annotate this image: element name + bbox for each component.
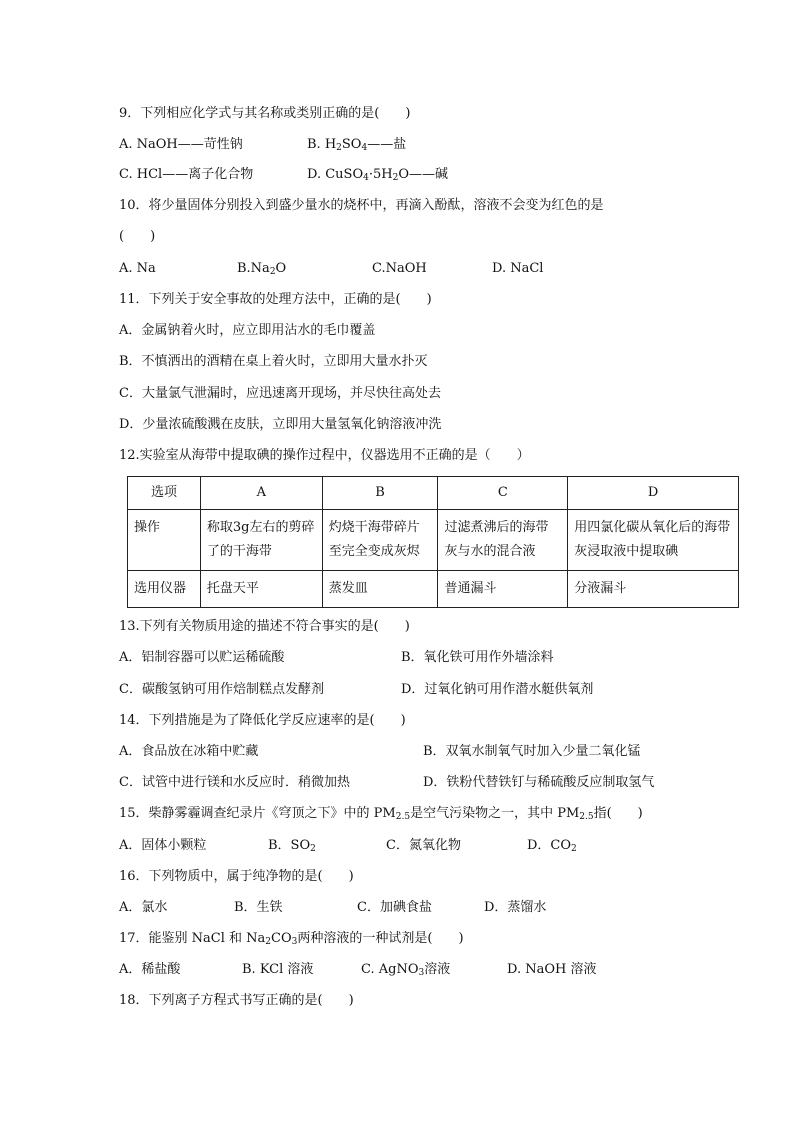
q9-option-b: B. $H_2SO_4——$盐 <box>307 137 407 153</box>
q10-option-b: $B.Na_2O$ <box>237 261 287 277</box>
q16-stem: 16．下列物质中，属于纯净物的是( ) <box>119 869 354 884</box>
q17-option-c: C. AgNO$_3$溶液 <box>361 962 451 978</box>
q12-instrument-d: 分液漏斗 <box>568 571 739 608</box>
q12-instrument-row <box>128 571 739 608</box>
q13-option-a: A．铝制容器可以贮运稀硫酸 <box>119 650 285 665</box>
q11-option-c: C．大量氯气泄漏时，应迅速离开现场，并尽快往高处去 <box>119 386 441 401</box>
q12-operation-label: 操作 <box>128 510 201 571</box>
q9-option-c: C. HCl——离子化合物 <box>119 167 254 182</box>
q12-instrument-a: 托盘天平 <box>200 571 322 608</box>
q9-option-d: D. $CuSO_4\cdot 5H_2O——$碱 <box>307 167 448 183</box>
q10-paren: ( ) <box>119 229 156 244</box>
q12-operation-c: 过滤煮沸后的海带灰与水的混合液 <box>438 510 568 571</box>
q16-option-c: C．加碘食盐 <box>357 900 432 915</box>
q12-table <box>127 476 739 608</box>
q12-instrument-c: 普通漏斗 <box>438 571 568 608</box>
q11-stem: 11．下列关于安全事故的处理方法中，正确的是( ) <box>119 292 432 307</box>
q13-option-c: C．碳酸氢钠可用作焙制糕点发酵剂 <box>119 682 324 697</box>
q11-option-b: B．不慎洒出的酒精在桌上着火时，立即用大量水扑灭 <box>119 354 428 369</box>
q12-operation-b: 灼烧干海带碎片至完全变成灰烬 <box>322 510 438 571</box>
q16-option-a: A．氯水 <box>119 900 168 915</box>
q12-operation-a: 称取3g左右的剪碎了的干海带 <box>200 510 322 571</box>
q15-stem: 15．柴静雾霾调查纪录片《穹顶之下》中的 $PM_{2.5}$是空气污染物之一，其中 $PM_{2.5}$指( ) <box>119 806 643 822</box>
q12-stem: 12.实验室从海带中提取碘的操作过程中，仪器选用不正确的是（ ） <box>119 448 530 463</box>
q14-option-a: A．食品放在冰箱中贮藏 <box>119 744 259 759</box>
q18-stem: 18．下列离子方程式书写正确的是( ) <box>119 993 354 1008</box>
q17-option-a: A．稀盐酸 <box>119 962 181 977</box>
q14-option-c: C．试管中进行镁和水反应时．稍微加热 <box>119 775 350 790</box>
q10-option-a: A. Na <box>119 261 156 276</box>
q15-option-d: D．$CO_2$ <box>527 838 577 854</box>
q13-stem: 13.下列有关物质用途的描述不符合事实的是( ) <box>119 619 410 634</box>
q14-option-d: D．铁粉代替铁钉与稀硫酸反应制取氢气 <box>423 775 655 790</box>
q13-option-d: D．过氧化钠可用作潜水艇供氧剂 <box>401 682 594 697</box>
q14-stem: 14．下列措施是为了降低化学反应速率的是( ) <box>119 713 406 728</box>
q9-option-a: A. NaOH——苛性钠 <box>119 137 243 152</box>
q12-instrument-b: 蒸发皿 <box>322 571 438 608</box>
q11-option-d: D．少量浓硫酸溅在皮肤，立即用大量氢氧化钠溶液冲洗 <box>119 417 442 432</box>
q17-option-b: B. KCl 溶液 <box>242 962 314 977</box>
q12-header-a: A <box>200 477 322 510</box>
q10-option-d: D. NaCl <box>492 261 544 276</box>
q12-operation-d: 用四氯化碳从氧化后的海带灰浸取液中提取碘 <box>568 510 739 571</box>
q13-option-b: B．氧化铁可用作外墙涂料 <box>401 650 554 665</box>
q15-option-b: B．$SO_2$ <box>268 838 316 854</box>
q12-header-c: C <box>438 477 568 510</box>
q16-option-b: B．生铁 <box>234 900 283 915</box>
q11-option-a: A．金属钠着火时，应立即用沾水的毛巾覆盖 <box>119 323 376 338</box>
q12-operation-row <box>128 510 739 571</box>
q15-option-a: A．固体小颗粒 <box>119 838 207 853</box>
q9-stem: 9．下列相应化学式与其名称或类别正确的是( ) <box>119 106 411 121</box>
q14-option-b: B．双氧水制氧气时加入少量二氧化锰 <box>423 744 641 759</box>
q12-header-d: D <box>568 477 739 510</box>
q15-option-c: C．氮氧化物 <box>386 838 461 853</box>
q17-stem: 17．能鉴别 NaCl 和 $Na_2CO_3$两种溶液的一种试剂是( ) <box>119 931 464 947</box>
q17-option-d: D. NaOH 溶液 <box>507 962 597 977</box>
q16-option-d: D．蒸馏水 <box>484 900 547 915</box>
q12-instrument-label: 选用仪器 <box>128 571 201 608</box>
q10-option-c: C.NaOH <box>372 261 427 276</box>
q12-header-option: 选项 <box>128 477 201 510</box>
q12-header-b: B <box>322 477 438 510</box>
q12-header-row <box>128 477 739 510</box>
q10-stem: 10．将少量固体分别投入到盛少量水的烧杯中，再滴入酚酞，溶液不会变为红色的是 <box>119 198 604 213</box>
